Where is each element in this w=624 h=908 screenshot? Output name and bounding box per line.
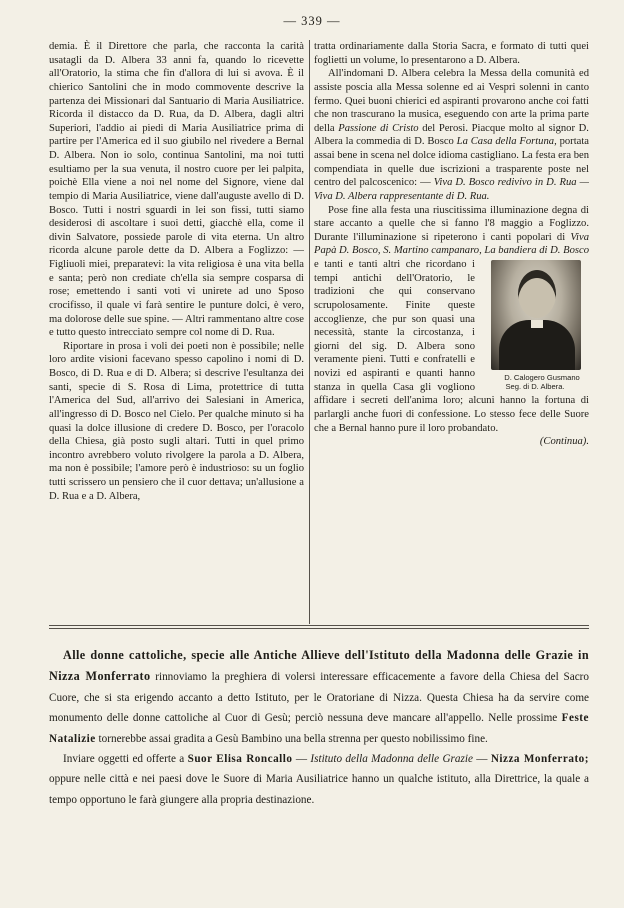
casa-fortuna-title: La Casa della Fortuna,	[456, 136, 557, 148]
right-p2-text-b: del Perosi. Piacque molto al signor D. Albera la commedia di D. Bosco	[314, 122, 589, 148]
nizza-name: Nizza Monferrato;	[490, 753, 590, 766]
announcement-text-1-end: tornerebbe assai gradita a Gesù Bambino una bella strenna per questo nobilissimo fine.	[95, 732, 488, 745]
announcement	[49, 645, 589, 810]
portrait-caption	[481, 373, 589, 391]
announcement-paragraph-1	[49, 645, 589, 749]
passione-title: Passione di Cristo	[338, 122, 419, 134]
right-p3-text-a: Pose fine alla festa una riuscitissima illuminazione degna di stare accanto a quelle che si fanno l'8 maggio a Foglizzo. Durante l'illuminazione si ripeterono i canti popolari di	[314, 204, 589, 243]
caption-line-2: Seg. di D. Albera.	[505, 382, 565, 391]
left-paragraph-1: demia. È il Direttore che parla, che racconta la carità usatagli da D. Albera 33 anni fa, quando lo ricevette all'Oratorio, la stima che fin d'allora di lui si avova. È il chierico Santolini che in modo commovente descrive la partenza dei Missionari dal Santuario di Maria Ausiliatrice. Ricorda il distacco da D. Rua, da D. Albera, dagli altri Superiori, l'addio ai piedi di Maria Ausiliatrice prima di partire per l'America ed il suo giubilo nel rivedere a Bernal D. Albera. Non io solo, continua Santolini, ma noi tutti esultiamo per la sua venuta, il nostro cuore per lei palpita, poichè Ella viene a noi nel nome del Signore, viene dal tempio di Maria Ausiliatrice, viene dall'auguste avello di D. Bosco. Tutti i nostri sguardi in lei son fissi, tutti siamo desiderosi di ascoltare i suoi detti, giacchè ella, come il divin Salvatore, possiede parole di vita eterna. Un altro ricorda alcune parole dette da D. Albera a Foglizzo: — Figliuoli miei, preparatevi: la vita religiosa è una vita bella e santa; però non crediate ch'ella sia sempre cosparsa di rose; emettendo i santi voti vi unirete ad uno Sposo crocifisso, il quale vi farà sentire le punture dolci, è vero, ma dolorose delle sue spine. — Altri rammentano altre cose e tutto questo intrecciato sempre col nome di D. Rua.	[49, 41, 304, 339]
left-paragraph-2: Riportare in prosa i voli dei poeti non è possibile; nelle loro ardite visioni facevano spesso capolino i nomi di D. Bosco, di D. Rua e di D. Albera; si descrive l'esultanza dei santi, specie di S. Rosa di Lima, protettrice di tutta l'America del Sud, all'arrivo dei Salesiani in America, all'ingresso di D. Bosco nel Cielo. Per qualche minuto si ha quasi la dolce illusione di credere D. Bosco, per l'oracolo della Chiesa, già posto sugli altari. Tutti in quel primo incontro avrebbero voluto rivolgere la parola a D. Albera, ma non è possibile; l'amore però è industrioso: su un foglio tutti scrissero un pensiero che il cuor dettava; un'allusione a D. Rua e a D. Albera,	[49, 340, 304, 502]
right-p2-text-a: All'indomani D. Albera celebra la Messa della comunità ed assiste poscia alla Messa solenne ed ai Vespri solenni in canto fermo. Quei buoni chierici ed aspiranti provarono anche coi fatti che non trascurano la musica, eseguendo con arte la prima parte della	[314, 68, 589, 134]
announcement-headline: Alle donne cattoliche, specie alle Antiche Allieve dell'Istituto della Madonna delle Grazie in Nizza Monferrato	[49, 648, 589, 684]
announcement-text-2a: Inviare oggetti ed offerte a	[63, 753, 188, 766]
separator-rule-2	[49, 628, 589, 629]
caption-line-1: D. Calogero Gusmano	[504, 373, 580, 382]
inscription-text: Viva D. Bosco redivivo in D. Rua — Viva D. Albera rappresentante di D. Rua.	[314, 177, 589, 202]
portrait-collar	[531, 320, 543, 328]
portrait-head	[518, 270, 556, 318]
right-column	[314, 40, 589, 624]
separator-rule	[49, 625, 589, 626]
right-paragraph-3	[314, 204, 589, 436]
portrait-photo	[491, 260, 581, 370]
feste-natalizie: Feste Natalizie	[49, 712, 589, 745]
announcement-text-2b: oppure nelle città e nei paesi dove le Suore di Maria Ausiliatrice hanno un qualche istituto, alla Direttrice, la quale a tempo opportuno le farà giungere alla propria destinazione.	[49, 773, 589, 806]
announcement-text-1: rinnoviamo la preghiera di volersi interessare efficacemente a favore della Chiesa del Sacro Cuore, che si sta erigendo accanto a detto Istituto, per le Oratoriane di Nizza. Questa Chiesa ha da servire come monumento delle donne cattoliche al Cuor di Gesù; perciò nessuna deve mancare all'appello. Nelle prossime	[49, 671, 589, 725]
istituto-name: Istituto della Madonna delle Grazie	[310, 753, 473, 766]
dash-2: —	[472, 753, 491, 766]
column-divider	[309, 40, 310, 624]
suor-name: Suor Elisa Roncallo	[187, 753, 293, 766]
right-paragraph-1: tratta ordinariamente dalla Storia Sacra, e formato di tutti quei foglietti un volume, lo presentarono a D. Albera.	[314, 41, 589, 66]
portrait-figure	[481, 260, 589, 391]
announcement-paragraph-2	[49, 749, 589, 810]
right-p2-text-c: portata assai bene in scena nel dolce idioma castigliano. La festa era ben compendiata in quelle due iscrizioni a trasparente poste nel centro del palcoscenico: —	[314, 136, 589, 189]
continua-label: (Continua).	[539, 436, 589, 448]
left-column	[49, 40, 304, 624]
right-p3-text-b: e tanti e tanti altri che ricordano i tempi antichi dell'Oratorio, le tradizioni che qui conservano scrupolosamente. Finite queste accoglienze, che pur son quasi una necessità, stante la circostanza, i giorni del sig. D. Albera sono veramente pieni. Tutti e confratelli e novizi ed aspiranti e quanti hanno stanza in quella Casa gli vogliono affidare i secreti dell'anima loro; alcuni hanno la fortuna di parlargli anche fuori di confessione. Lo stesso fece delle Suore che a Bernal hanno pure il loro probandato.	[314, 259, 589, 434]
page-number: — 339 —	[283, 14, 341, 28]
songs-list: Viva Papà D. Bosco, S. Martino campanaro, La bandiera di D. Bosco	[314, 231, 589, 257]
dash-1: —	[292, 753, 311, 766]
right-paragraph-2	[314, 67, 589, 203]
